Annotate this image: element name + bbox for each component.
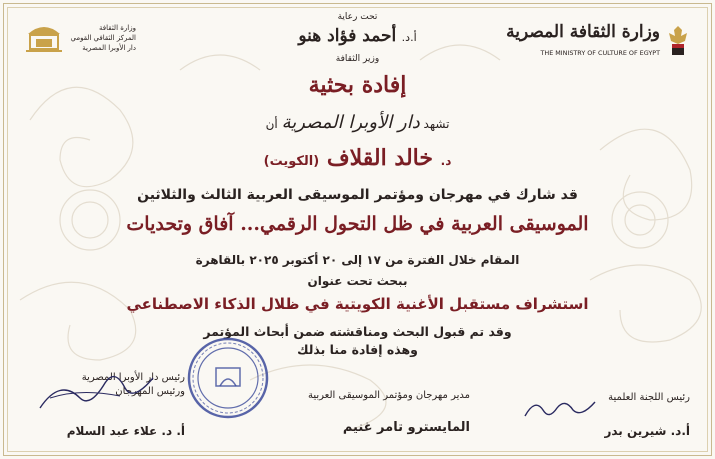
closing-text: وهذه إفادة منا بذلك xyxy=(297,342,418,357)
recipient-line xyxy=(0,145,715,171)
sig-role-opera: رئيس دار الأوبرا المصرية xyxy=(81,372,185,383)
that-word: أن xyxy=(265,117,278,131)
sig-role-committee: رئيس اللجنة العلمية xyxy=(608,392,690,403)
research-intro: ببحث تحت عنوان xyxy=(307,274,408,288)
recipient-name: خالد القلاف xyxy=(326,145,433,171)
sig-name-opera: أ. د. علاء عبد السلام xyxy=(66,424,185,438)
patron-role: وزير الثقافة xyxy=(335,54,380,64)
opera-logo-line-3: دار الأوبرا المصرية xyxy=(82,44,136,52)
sig-role-director: مدير مهرجان ومؤتمر الموسيقى العربية xyxy=(307,390,470,401)
recipient-country: (الكويت) xyxy=(263,154,320,169)
conference-theme: الموسيقى العربية في ظل التحول الرقمي... آفاق وتحديات xyxy=(126,213,589,235)
patron-title: أ.د. xyxy=(401,31,417,44)
acceptance-text: وقد تم قبول البحث ومناقشته ضمن أبحاث المؤتمر xyxy=(203,324,512,339)
certificate-title: إفادة بحثية xyxy=(308,72,407,98)
testify-prefix: تشهد xyxy=(423,117,450,131)
institution-calligraphy: دار الأوبرا المصرية xyxy=(281,112,420,133)
sig-role-opera-2: ورئيس المهرجان xyxy=(115,386,185,397)
recipient-title: د. xyxy=(440,154,452,168)
signature-scribble-opera xyxy=(30,368,160,418)
patron-line xyxy=(0,26,715,46)
opera-logo-line-1: وزارة الثقافة xyxy=(99,24,136,32)
ministry-logo-en: THE MINISTRY OF CULTURE OF EGYPT xyxy=(540,49,660,57)
participation-text: قد شارك في مهرجان ومؤتمر الموسيقى العربية الثالث والثلاثين xyxy=(137,187,578,203)
patron-name: أحمد فؤاد هنو xyxy=(298,26,397,46)
sig-name-committee: أ.د. شيرين بدر xyxy=(604,424,690,438)
sig-name-director: المايسترو تامر غنيم xyxy=(342,420,470,435)
research-title: استشراف مستقبل الأغنية الكويتية في ظلال الذكاء الاصطناعي xyxy=(126,295,589,313)
official-stamp xyxy=(186,336,270,420)
opera-logo-line-2: المركز الثقافي القومي xyxy=(70,34,136,42)
dates-text: المقام خلال الفترة من ١٧ إلى ٢٠ أكتوبر ٢٠٢٥ بالقاهرة xyxy=(195,253,520,267)
ministry-logo-text: وزارة الثقافة المصرية xyxy=(506,22,660,42)
testify-line xyxy=(0,112,715,133)
patronage-label: تحت رعاية xyxy=(337,12,378,22)
signature-scribble-committee xyxy=(520,396,600,426)
